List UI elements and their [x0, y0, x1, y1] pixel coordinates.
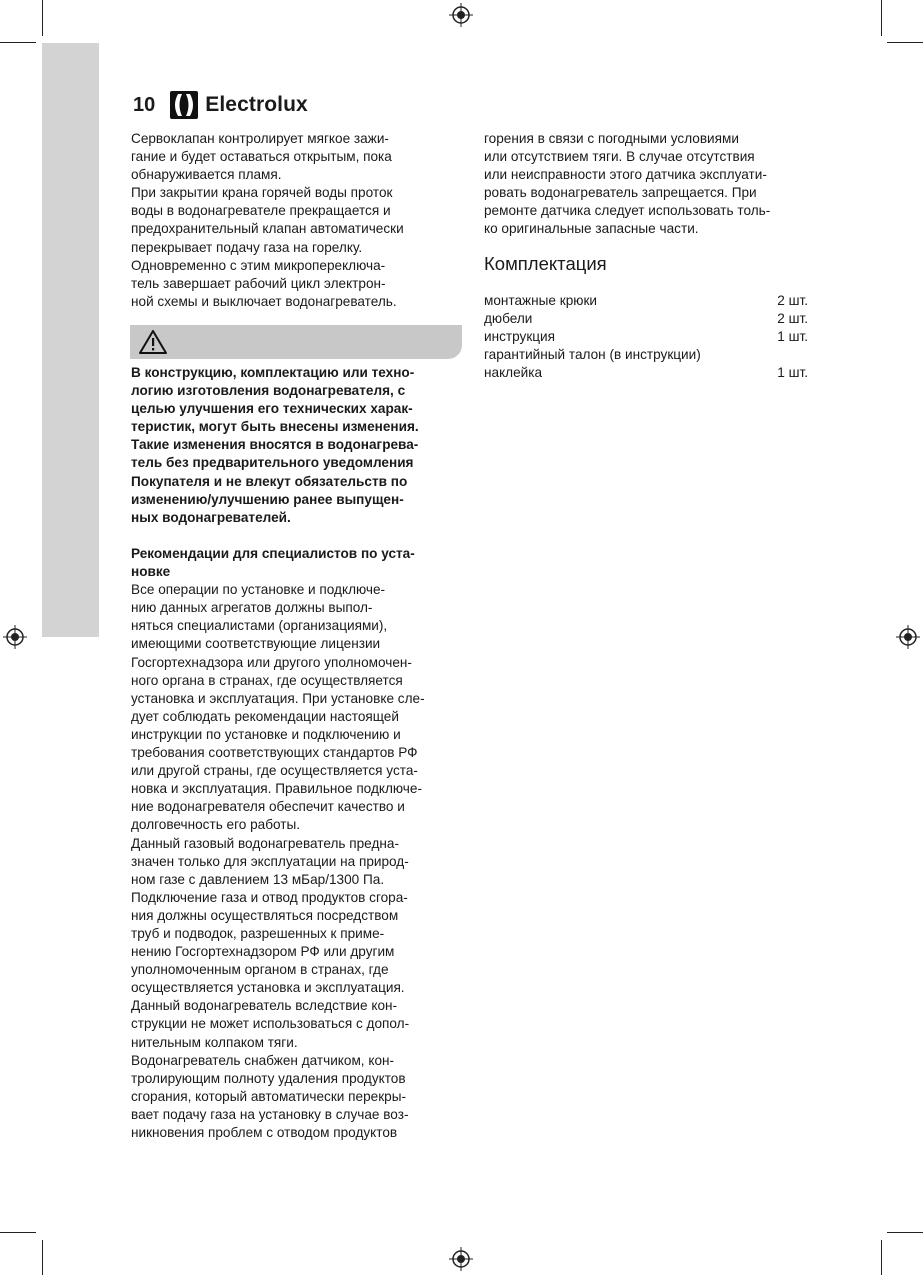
section-subheading: Рекомендации для специалистов по уста-	[131, 546, 415, 561]
text-line: или другой страны, где осуществляется уста-	[131, 763, 418, 779]
kit-item-qty: 1 шт.	[777, 329, 808, 345]
text-line: долговечность его работы.	[131, 817, 301, 833]
electrolux-logo-icon	[169, 90, 199, 120]
crop-mark	[42, 0, 43, 36]
kit-item-name: монтажные крюки	[484, 293, 597, 308]
registration-mark-icon	[449, 3, 473, 27]
crop-mark	[42, 1240, 43, 1275]
text-line: Все операции по установке и подключе-	[131, 582, 386, 598]
text-line: требования соответствующих стандартов РФ	[131, 745, 418, 761]
registration-mark-icon	[896, 625, 920, 649]
text-line: Данный газовый водонагреватель предна-	[131, 835, 399, 851]
text-line: или неисправности этого датчика эксплуати-	[484, 167, 767, 183]
text-line: Сервоклапан контролирует мягкое зажи-	[131, 131, 389, 146]
kit-item-name: гарантийный талон (в инструкции)	[484, 347, 701, 363]
page-header	[133, 88, 308, 122]
crop-mark	[887, 1232, 923, 1233]
text-line: Одновременно с этим микропереключа-	[131, 257, 386, 273]
text-line: Такие изменения вносятся в водонагрева-	[131, 437, 419, 453]
continuation-text	[484, 130, 808, 239]
kit-item-qty: 2 шт.	[777, 311, 808, 327]
text-line: целью улучшения его технических харак-	[131, 401, 413, 417]
text-line: или отсутствием тяги. В случае отсутствия	[484, 149, 755, 165]
kit-item-name: дюбели	[484, 311, 533, 327]
text-line: ном газе с давлением 13 мБар/1300 Па.	[131, 871, 385, 887]
text-line: тель без предварительного уведомления	[131, 455, 414, 471]
text-line: Покупателя и не влекут обязательств по	[131, 473, 408, 489]
text-line: инструкции по установке и подключению и	[131, 726, 401, 742]
text-line: няться специалистами (организациями),	[131, 618, 388, 634]
text-line: воды в водонагревателе прекращается и	[131, 203, 391, 219]
text-line: струкции не может использоваться с допол-	[131, 1016, 410, 1032]
warning-bar	[130, 325, 462, 359]
text-line: Подключение газа и отвод продуктов сгора-	[131, 889, 408, 905]
crop-mark	[0, 42, 36, 43]
section-subheading: новке	[131, 564, 171, 580]
text-line: уполномоченным органом в странах, где	[131, 962, 389, 978]
list-item	[484, 328, 808, 346]
text-line: установка и эксплуатация. При установке сле-	[131, 690, 425, 706]
text-line: перекрывает подачу газа на горелку.	[131, 239, 363, 255]
text-line: горения в связи с погодными условиями	[484, 131, 739, 146]
text-line: нию данных агрегатов должны выпол-	[131, 600, 373, 616]
text-line: сгорания, который автоматически перекры-	[131, 1088, 406, 1104]
kit-item-name: наклейка	[484, 365, 543, 381]
text-line: труб и подводок, разрешенных к приме-	[131, 925, 385, 941]
list-item	[484, 310, 808, 328]
crop-mark	[0, 1232, 36, 1233]
registration-mark-icon	[449, 1247, 473, 1271]
text-line: Данный водонагреватель вследствие кон-	[131, 998, 398, 1014]
text-line: значен только для эксплуатации на природ-	[131, 853, 409, 869]
kit-item-qty: 2 шт.	[777, 293, 808, 308]
list-item	[484, 346, 808, 364]
text-line: ния должны осуществляться посредством	[131, 907, 399, 923]
warning-triangle-icon	[138, 329, 168, 355]
text-line: При закрытии крана горячей воды проток	[131, 185, 393, 201]
kit-list	[484, 292, 808, 382]
text-line: логию изготовления водонагревателя, с	[131, 383, 406, 399]
text-line: ной схемы и выключает водонагреватель.	[131, 293, 397, 309]
text-line: новка и эксплуатация. Правильное подключе-	[131, 781, 422, 797]
text-line: имеющими соответствующие лицензии	[131, 636, 381, 652]
crop-mark	[881, 1240, 882, 1275]
text-line: ко оригинальные запасные части.	[484, 221, 699, 237]
kit-item-name: инструкция	[484, 329, 556, 345]
warning-text	[131, 364, 461, 527]
text-line: обнаруживается пламя.	[131, 167, 282, 183]
text-line: дует соблюдать рекомендации настоящей	[131, 708, 399, 724]
text-line: тролирующим полноту удаления продуктов	[131, 1070, 406, 1086]
text-line: теристик, могут быть внесены изменения.	[131, 419, 419, 435]
text-line: вает подачу газа на установку в случае воз-	[131, 1106, 409, 1122]
text-line: В конструкцию, комплектацию или техно-	[131, 365, 415, 380]
intro-text	[131, 130, 461, 311]
recommendations-section	[131, 545, 461, 1142]
list-item	[484, 364, 808, 382]
text-line: изменению/улучшению ранее выпущен-	[131, 491, 404, 507]
text-line: предохранительный клапан автоматически	[131, 221, 404, 237]
text-line: ние водонагревателя обеспечит качество и	[131, 799, 405, 815]
crop-mark	[881, 0, 882, 36]
text-line: Водонагреватель снабжен датчиком, кон-	[131, 1052, 395, 1068]
text-line: тель завершает рабочий цикл электрон-	[131, 275, 386, 291]
brand-name: Electrolux	[205, 93, 308, 116]
side-tab-band	[42, 43, 99, 637]
text-line: нительным колпаком тяги.	[131, 1034, 298, 1050]
text-line: осуществляется установка и эксплуатация.	[131, 980, 405, 996]
text-line: ных водонагревателей.	[131, 509, 291, 525]
section-title-kit: Комплектация	[484, 253, 607, 274]
crop-mark	[887, 42, 923, 43]
text-line: Госгортехнадзора или другого уполномочен-	[131, 654, 412, 670]
kit-item-qty: 1 шт.	[777, 365, 808, 381]
text-line: ного органа в странах, где осуществляется	[131, 672, 403, 688]
registration-mark-icon	[3, 625, 27, 649]
text-line: нению Госгортехнадзором РФ или другим	[131, 944, 395, 960]
list-item	[484, 292, 808, 310]
text-line: гание и будет оставаться открытым, пока	[131, 149, 392, 165]
text-line: никновения проблем с отводом продуктов	[131, 1125, 398, 1140]
text-line: ровать водонагреватель запрещается. При	[484, 185, 757, 201]
text-line: ремонте датчика следует использовать толь-	[484, 203, 771, 219]
page-number: 10	[133, 93, 156, 116]
